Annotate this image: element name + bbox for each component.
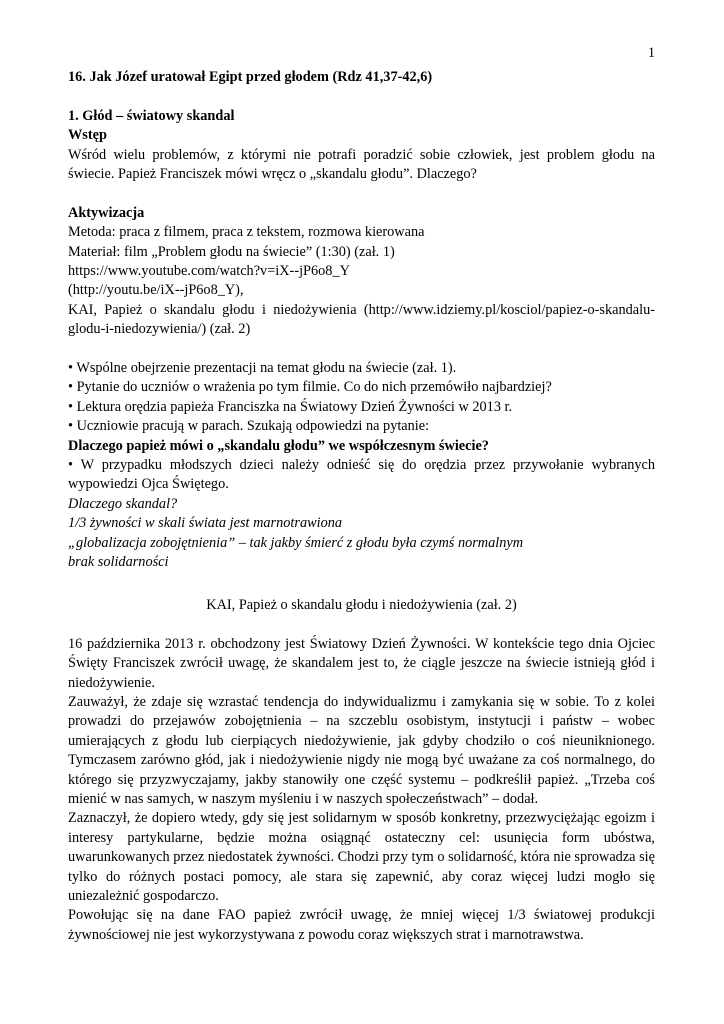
article-paragraph: Zauważył, że zdaje się wzrastać tendencja do indywidualizmu i zamykania się w sobie. To z kolei prowadzi do przejawów zobojętnienia – na szczeblu osobistym, instytucji i państw – wobec umierających z głodu lub cierpiących niedożywienie, jak gdyby chodziło o coś nieuniknionego. Tymczasem zarówno głód, jak i niedożywienie nigdy nie mogą być uważane za coś normalnego, do którego się przyzwyczajamy, jakby stanowiły one część systemu – podkreślił papież. „Trzeba coś mienić w nas samych, w naszym myśleniu i w naszych społeczeństwach” – dodał. (68, 694, 655, 808)
italic-answer-line: Dlaczego skandal? (68, 495, 178, 512)
italic-answer-line: 1/3 żywności w skali świata jest marnotrawiona (68, 515, 343, 532)
page-number: 1 (647, 45, 655, 61)
italic-answer-line: „globalizacja zobojętnienia” – tak jakby śmierć z głodu była czymś normalnym (68, 534, 524, 551)
article-title: KAI, Papież o skandalu głodu i niedożywienia (zał. 2) (206, 597, 517, 613)
step-item: • Wspólne obejrzenie prezentacji na temat głodu na świecie (zał. 1). (68, 360, 457, 377)
activation-heading: Aktywizacja (68, 204, 145, 221)
lesson-section (68, 68, 655, 573)
article-section (68, 596, 655, 945)
youtube-link[interactable]: https://www.youtube.com/watch?v=iX--jP6o8_Y (68, 263, 350, 280)
intro-heading: Wstęp (68, 127, 107, 144)
youtu-be-link[interactable]: (http://youtu.be/iX--jP6o8_Y), (68, 282, 244, 299)
article-paragraph: Zaznaczył, że dopiero wtedy, gdy się jest solidarnym w sposób konkretny, przezwyciężając egoizm i interesy partykularne, będzie można osiągnąć ostateczny cel: usunięcia form ubóstwa, uwarunkowanych przez niedostatek żywności. Chodzi przy tym o solidarność, która nie sprowadza się tylko do różnych postaci pomocy, ale stara się zapewnić, aby coraz więcej ludzi mogło się uniezależnić gospodarczo. (68, 810, 655, 905)
spacer (68, 615, 655, 634)
material-line: Materiał: film „Problem głodu na świecie” (1:30) (zał. 1) (68, 243, 395, 260)
section-heading: 1. Głód – światowy skandal (68, 107, 235, 124)
spacer (68, 340, 655, 359)
younger-children-note: • W przypadku młodszych dzieci należy odnieść się do orędzia przez przywołanie wybranych wypowiedzi Ojca Świętego. (68, 457, 655, 493)
document-title: 16. Jak Józef uratował Egipt przed głodem (Rdz 41,37-42,6) (68, 69, 433, 85)
article-paragraph: 16 października 2013 r. obchodzony jest Światowy Dzień Żywności. W kontekście tego dnia Ojciec Święty Franciszek zwrócił uwagę, że skandalem jest to, że ciągle jeszcze na świecie istnieją głód i niedożywienie. (68, 635, 655, 691)
article-paragraph: Powołując się na dane FAO papież zwrócił uwagę, że mniej więcej 1/3 światowej produkcji żywnościowej nie jest wykorzystywana z powodu coraz większych strat i marnotrawstwa. (68, 907, 655, 943)
spacer (68, 87, 655, 106)
step-item: • Uczniowie pracują w parach. Szukają odpowiedzi na pytanie: (68, 418, 430, 435)
step-item: • Lektura orędzia papieża Franciszka na Światowy Dzień Żywności w 2013 r. (68, 398, 513, 415)
italic-answer-line: brak solidarności (68, 554, 169, 571)
spacer (68, 184, 655, 203)
step-item: • Pytanie do uczniów o wrażenia po tym filmie. Co do nich przemówiło najbardziej? (68, 379, 552, 396)
intro-text: Wśród wielu problemów, z którymi nie potrafi poradzić sobie człowiek, jest problem głodu na świecie. Papież Franciszek mówi wręcz o „skandalu głodu”. Dlaczego? (68, 146, 655, 183)
kai-source-line: KAI, Papież o skandalu głodu i niedożywienia (http://www.idziemy.pl/kosciol/papiez-o-skandalu-glodu-i-niedozywienia/) (zał. 2) (68, 301, 655, 338)
method-line: Metoda: praca z filmem, praca z tekstem, rozmowa kierowana (68, 224, 425, 241)
key-question: Dlaczego papież mówi o „skandalu głodu” we współczesnym świecie? (68, 437, 489, 454)
